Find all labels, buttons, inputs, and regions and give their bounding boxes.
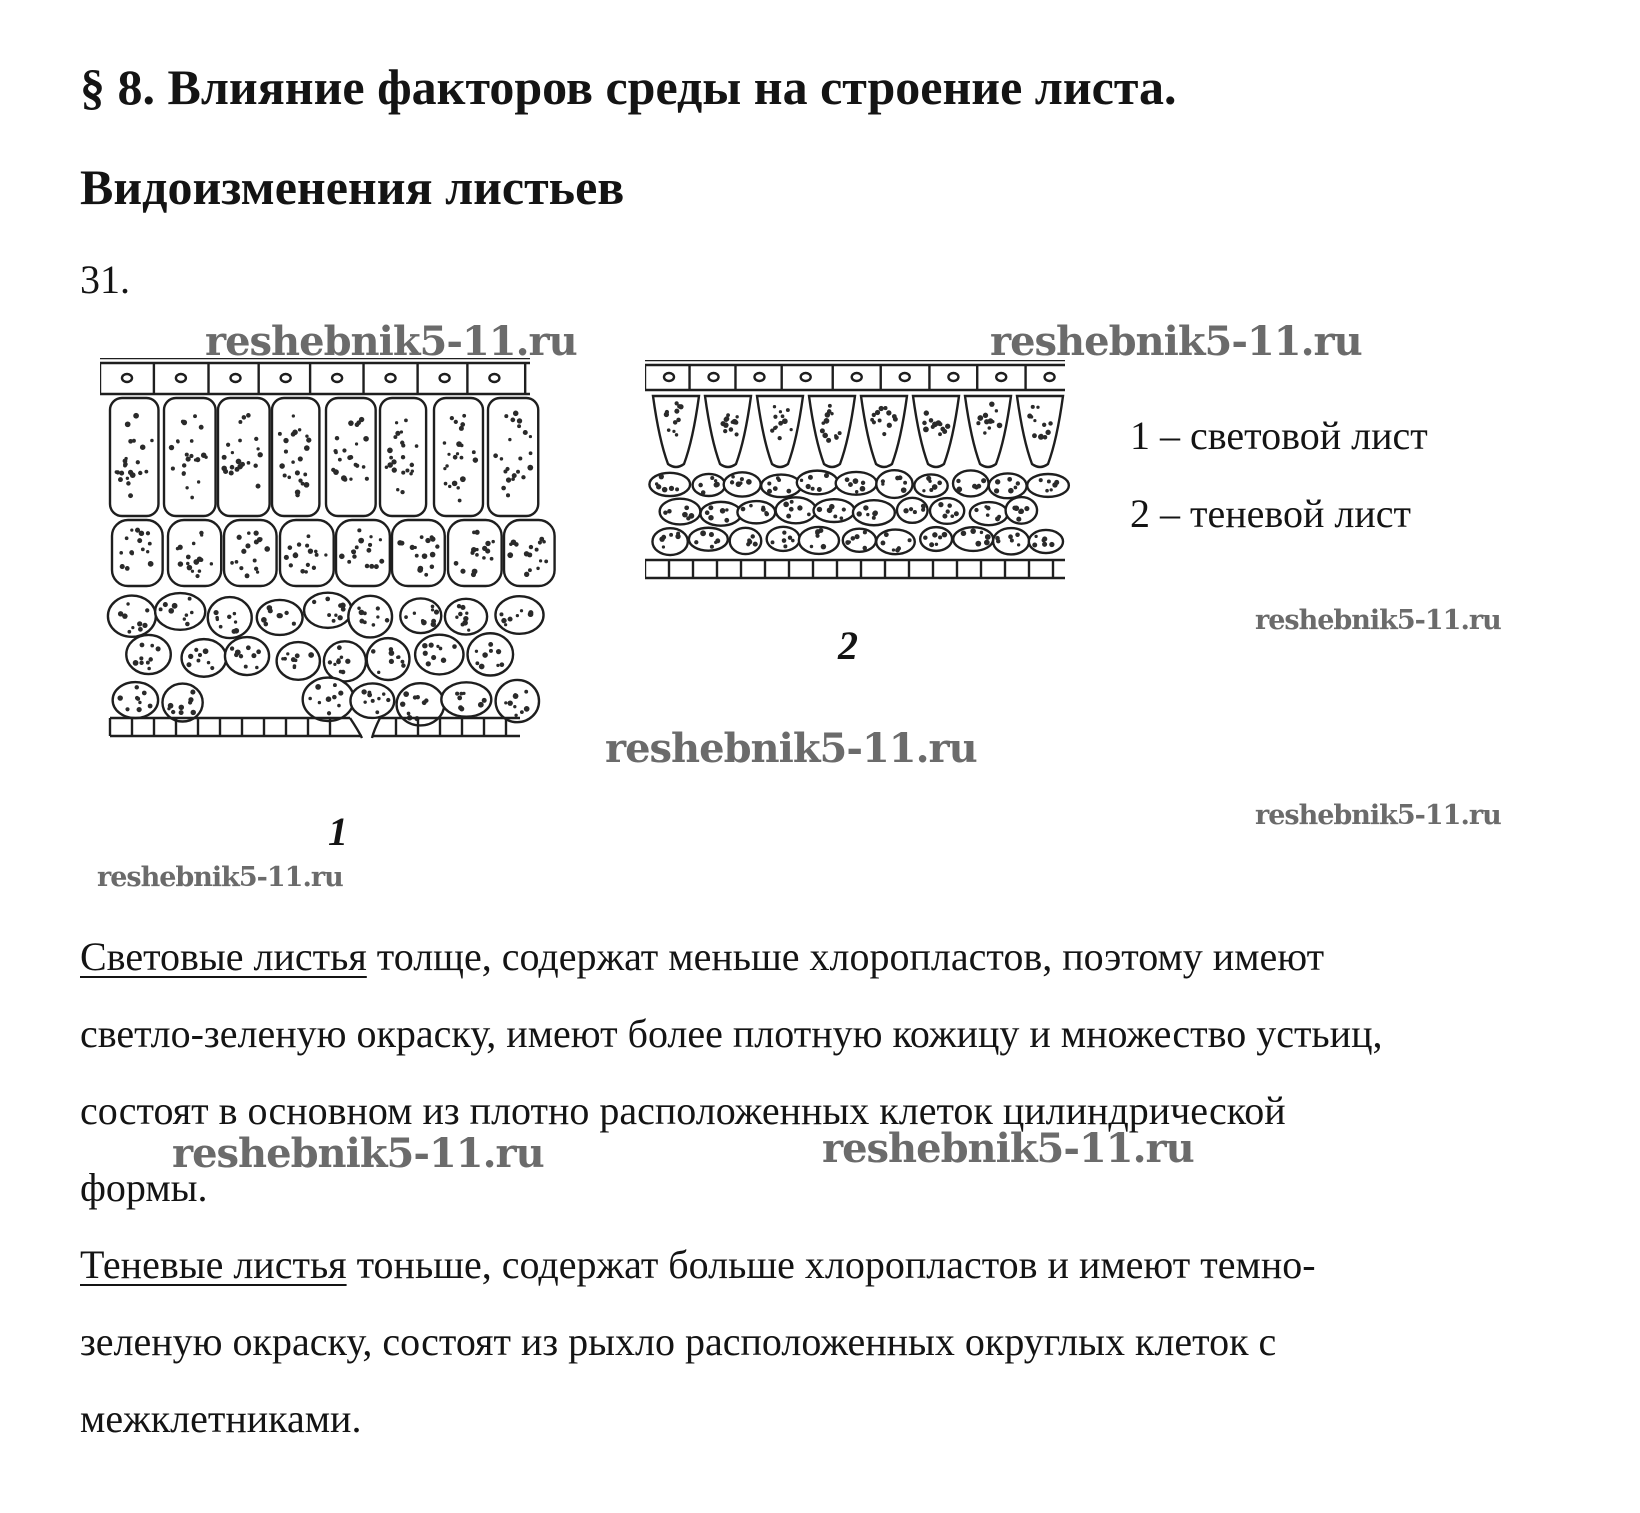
spongy-cell (689, 528, 728, 551)
paragraph-light-line-1: Световые листья толще, содержат меньше хлоропластов, поэтому имеют (80, 934, 1325, 979)
spongy-cell (693, 474, 725, 496)
spongy-cell (989, 473, 1027, 498)
spongy-cell (277, 642, 320, 680)
palisade-cell (1017, 396, 1063, 467)
paragraph-light-line-2: светло-зеленую окраску, имеют более плотную кожицу и множество устьиц, (80, 1011, 1383, 1056)
figure-label-1: 1 (328, 809, 348, 854)
palisade-cell (434, 398, 483, 516)
term-shade-leaves: Теневые листья (80, 1242, 347, 1287)
palisade-cell (392, 520, 445, 586)
term-light-leaves: Световые листья (80, 934, 367, 979)
task-number: 31. (80, 257, 130, 302)
spongy-cell (776, 497, 816, 523)
watermark: reshebnik5-11.ru (1255, 605, 1501, 636)
watermark: reshebnik5-11.ru (97, 862, 343, 893)
spongy-cell (367, 638, 410, 680)
spongy-cell (468, 633, 514, 675)
page-title: § 8. Влияние факторов среды на строение листа. (80, 59, 1177, 115)
figure-label-2: 2 (838, 623, 858, 668)
spongy-cell (953, 470, 989, 496)
palisade-cell (272, 398, 319, 516)
spongy-cell (724, 472, 761, 496)
paragraph-light-line-3: состоят в основном из плотно расположенных клеток цилиндрической (80, 1088, 1286, 1133)
paragraph-shade-line-2: зеленую окраску, состоят из рыхло расположенных округлых клеток с (80, 1319, 1277, 1364)
palisade-cell (809, 396, 855, 467)
watermark: reshebnik5-11.ru (1255, 800, 1501, 831)
paragraph-shade-line-3: межклетниками. (80, 1396, 362, 1441)
palisade-cell (653, 396, 699, 467)
light-leaf-diagram (100, 358, 560, 788)
spongy-cell (108, 596, 156, 637)
palisade-cell (280, 520, 334, 586)
spongy-cell (1029, 530, 1063, 553)
watermark: reshebnik5-11.ru (822, 1125, 1194, 1172)
spongy-cell (730, 528, 762, 554)
palisade-cell (224, 520, 277, 586)
paragraph-light-line-4: формы. (80, 1165, 208, 1210)
spongy-cell (737, 501, 775, 523)
watermark: reshebnik5-11.ru (605, 725, 977, 772)
watermark: reshebnik5-11.ru (205, 318, 577, 365)
shade-leaf-diagram (645, 360, 1085, 600)
palisade-cell (965, 396, 1011, 467)
spongy-cell (182, 639, 227, 677)
spongy-cell (348, 596, 392, 638)
watermark: reshebnik5-11.ru (172, 1130, 544, 1177)
spongy-cell (970, 502, 1008, 525)
spongy-cell (1027, 474, 1069, 497)
palisade-cell (705, 396, 751, 467)
palisade-cell (168, 520, 221, 586)
legend-item-shade: 2 – теневой лист (1130, 491, 1412, 536)
watermark: reshebnik5-11.ru (990, 318, 1362, 365)
spongy-cell (225, 637, 269, 675)
legend-item-light: 1 – световой лист (1130, 413, 1428, 458)
spongy-cell (415, 635, 463, 675)
palisade-cell (913, 396, 959, 467)
palisade-cell (757, 396, 803, 467)
section-subtitle: Видоизменения листьев (80, 159, 625, 215)
spongy-cell (155, 593, 205, 630)
palisade-cell (336, 520, 390, 586)
paragraph-shade-line-1: Теневые листья тоньше, содержат больше хлоропластов и имеют темно- (80, 1242, 1316, 1287)
spongy-cell (162, 684, 202, 722)
spongy-cell (652, 528, 687, 555)
spongy-cell (761, 475, 801, 497)
